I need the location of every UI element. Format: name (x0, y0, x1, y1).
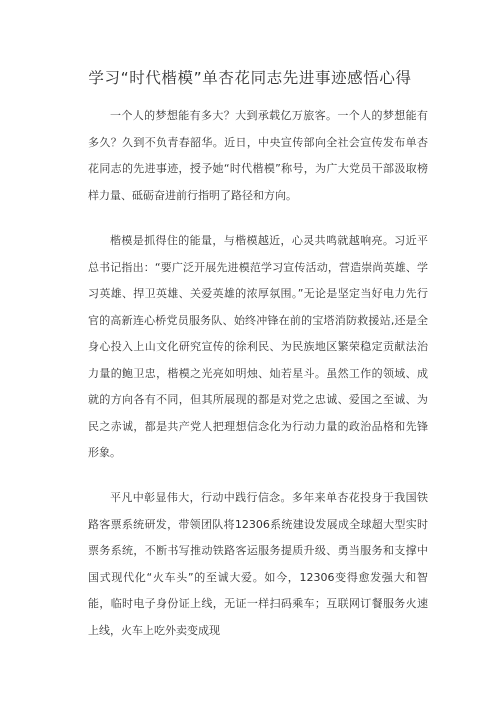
paragraph-1: 一个人的梦想能有多大？大到承载亿万旅客。一个人的梦想能有多久？久到不负青春韶华。近日，中央宣传部向全社会宣传发布单杏花同志的先进事迹，授予她“时代楷模”称号，为广大党员干部汲取榜样力量、砥砺奋进前行指明了路径和方向。 (88, 109, 428, 202)
paragraph-3: 平凡中彰显伟大，行动中践行信念。多年来单杏花投身于我国铁路客票系统研发，带领团队将12306系统建设发展成全球超大型实时票务系统，不断书写推动铁路客运服务提质升级、勇当服务和支撑中国式现代化“火车头”的至诚大爱。如今，12306变得愈发强大和智能，临时电子身份证上线，无证一样扫码乘车；互联网订餐服务火速上线，火车上吃外卖变成现 (88, 491, 428, 637)
paragraph-2: 楷模是抓得住的能量，与楷模越近，心灵共鸣就越响亮。习近平总书记指出：“要广泛开展先进模范学习宣传活动，营造崇尚英雄、学习英雄、捍卫英雄、关爱英雄的浓厚氛围。”无论是坚定当好电力先行官的高新连心桥党员服务队、始终冲锋在前的宝塔消防救援站,还是全身心投入上山文化研究宣传的徐利民、为民族地区繁荣稳定贡献法治力量的鲍卫忠，楷模之光亮如明烛、灿若星斗。虽然工作的领域、成就的方向各有不同，但其所展现的都是对党之忠诚、爱国之至诚、为民之赤诚，都是共产党人把理想信念化为行动力量的政治品格和先锋形象。 (88, 234, 428, 459)
document-title: 学习“时代楷模”单杏花同志先进事迹感悟心得 (88, 69, 412, 87)
